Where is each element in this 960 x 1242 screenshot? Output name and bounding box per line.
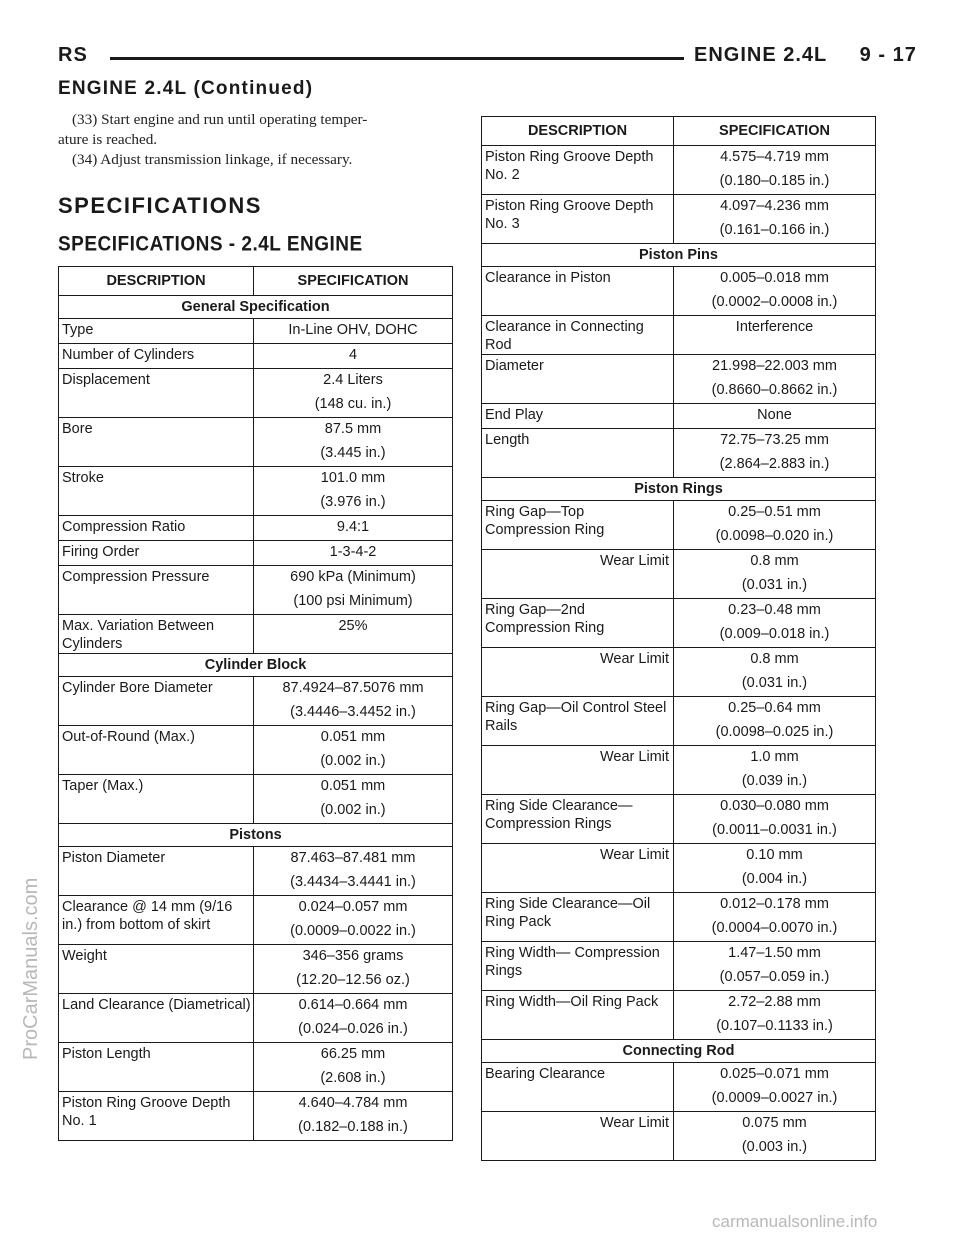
- specification-value: (0.024–0.026 in.): [298, 1021, 408, 1037]
- specification-cell: [674, 146, 876, 195]
- specification-value: 0.005–0.018 mm: [720, 270, 829, 286]
- table-row: [482, 599, 876, 648]
- table-row: [59, 615, 453, 654]
- description-cell: Bore: [59, 418, 254, 467]
- specification-value: 101.0 mm: [320, 470, 386, 486]
- specification-value: 346–356 grams: [302, 948, 404, 964]
- specification-value: 9.4:1: [336, 519, 370, 535]
- table-row: [482, 697, 876, 746]
- table-row: [59, 566, 453, 615]
- specification-cell: [674, 746, 876, 795]
- description-cell: Land Clearance (Diametrical): [59, 994, 254, 1043]
- specification-cell: [254, 566, 453, 615]
- section-row: [59, 824, 453, 847]
- description-cell: Clearance in Connecting Rod: [482, 316, 674, 355]
- section-heading: Cylinder Block: [59, 654, 453, 677]
- table-row: [482, 404, 876, 429]
- specification-value: (0.0098–0.025 in.): [715, 724, 834, 740]
- specification-cell: [674, 599, 876, 648]
- specification-cell: [674, 991, 876, 1040]
- table-row: [59, 344, 453, 369]
- section-row: [59, 296, 453, 319]
- header-page-title: ENGINE 2.4L 9 - 17: [694, 44, 917, 66]
- description-cell: Piston Diameter: [59, 847, 254, 896]
- specification-cell: [674, 1063, 876, 1112]
- specification-value: 2.72–2.88 mm: [728, 994, 821, 1010]
- table-row: [59, 994, 453, 1043]
- description-cell: Weight: [59, 945, 254, 994]
- specification-value: (0.0002–0.0008 in.): [711, 294, 838, 310]
- specification-cell: [254, 945, 453, 994]
- specification-value: 0.024–0.057 mm: [298, 899, 408, 915]
- specification-value: 66.25 mm: [320, 1046, 386, 1062]
- specification-value: 0.23–0.48 mm: [728, 602, 821, 618]
- section-row: [482, 478, 876, 501]
- specification-value: (2.864–2.883 in.): [719, 456, 830, 472]
- specification-value: (3.976 in.): [320, 494, 386, 510]
- table-row: [59, 945, 453, 994]
- table-row: [482, 648, 876, 697]
- specification-cell: [254, 319, 453, 344]
- description-cell: Out-of-Round (Max.): [59, 726, 254, 775]
- specification-cell: [254, 467, 453, 516]
- column-header-description: DESCRIPTION: [482, 117, 674, 146]
- spec-table-left: [58, 266, 453, 1141]
- step-33-line1: (33) Start engine and run until operating temper-: [72, 111, 368, 128]
- description-cell: Clearance in Piston: [482, 267, 674, 316]
- specification-value: (0.161–0.166 in.): [719, 222, 830, 238]
- specification-cell: [674, 1112, 876, 1161]
- table-row: [482, 146, 876, 195]
- watermark-side: ProCarManuals.com: [20, 877, 42, 1060]
- table-row: [59, 319, 453, 344]
- specification-value: Interference: [735, 319, 814, 335]
- section-heading: Pistons: [59, 824, 453, 847]
- continued-heading: ENGINE 2.4L (Continued): [58, 78, 314, 99]
- specification-cell: [254, 541, 453, 566]
- table-row: [482, 550, 876, 599]
- step-33-line2: ature is reached.: [58, 131, 158, 148]
- specification-value: (100 psi Minimum): [293, 593, 413, 609]
- description-cell: Cylinder Bore Diameter: [59, 677, 254, 726]
- specification-value: 87.5 mm: [324, 421, 382, 437]
- specification-value: (0.0098–0.020 in.): [715, 528, 834, 544]
- specification-cell: [674, 942, 876, 991]
- table-row: [59, 1043, 453, 1092]
- specification-cell: [674, 795, 876, 844]
- specification-value: (0.031 in.): [741, 675, 808, 691]
- description-cell: Wear Limit: [482, 648, 674, 697]
- specification-value: (0.003 in.): [741, 1139, 808, 1155]
- specification-value: 87.463–87.481 mm: [290, 850, 416, 866]
- table-row: [59, 847, 453, 896]
- specification-value: (0.057–0.059 in.): [719, 969, 830, 985]
- table-row: [482, 1063, 876, 1112]
- specification-value: (3.445 in.): [320, 445, 386, 461]
- table-row: [482, 893, 876, 942]
- description-cell: Stroke: [59, 467, 254, 516]
- specification-cell: [674, 648, 876, 697]
- description-cell: Piston Ring Groove Depth No. 2: [482, 146, 674, 195]
- section-heading: Piston Pins: [482, 244, 876, 267]
- specification-cell: [254, 1043, 453, 1092]
- specification-value: 2.4 Liters: [323, 372, 383, 388]
- description-cell: Compression Pressure: [59, 566, 254, 615]
- specification-value: 0.075 mm: [742, 1115, 807, 1131]
- table-row: [59, 418, 453, 467]
- specification-value: In-Line OHV, DOHC: [288, 322, 418, 338]
- specification-cell: [254, 516, 453, 541]
- specification-cell: [674, 355, 876, 404]
- specification-cell: [254, 615, 453, 654]
- specification-value: (0.8660–0.8662 in.): [711, 382, 838, 398]
- section-title: SPECIFICATIONS: [58, 193, 262, 218]
- description-cell: Taper (Max.): [59, 775, 254, 824]
- description-cell: Number of Cylinders: [59, 344, 254, 369]
- table-row: [59, 775, 453, 824]
- specification-value: (0.107–0.1133 in.): [716, 1018, 833, 1034]
- specification-value: (0.0004–0.0070 in.): [711, 920, 838, 936]
- table-row: [482, 1112, 876, 1161]
- specification-cell: [674, 316, 876, 355]
- specification-value: 0.8 mm: [750, 651, 799, 667]
- specification-value: (0.180–0.185 in.): [719, 173, 830, 189]
- specification-value: 0.25–0.51 mm: [728, 504, 821, 520]
- specification-value: 4.640–4.784 mm: [298, 1095, 408, 1111]
- specification-value: 0.25–0.64 mm: [728, 700, 821, 716]
- specification-value: (3.4446–3.4452 in.): [290, 704, 416, 720]
- specification-value: (0.0009–0.0027 in.): [711, 1090, 838, 1106]
- specification-value: (0.002 in.): [320, 802, 386, 818]
- table-row: [59, 896, 453, 945]
- specification-value: 0.051 mm: [320, 778, 386, 794]
- specification-cell: [674, 404, 876, 429]
- specification-value: (0.004 in.): [741, 871, 808, 887]
- table-row: [482, 942, 876, 991]
- specification-cell: [674, 844, 876, 893]
- specification-value: (0.182–0.188 in.): [298, 1119, 408, 1135]
- table-row: [59, 726, 453, 775]
- specification-value: 1-3-4-2: [329, 544, 377, 560]
- specification-value: 21.998–22.003 mm: [712, 358, 837, 374]
- section-row: [59, 654, 453, 677]
- specification-cell: [254, 847, 453, 896]
- section-heading: General Specification: [59, 296, 453, 319]
- table-row: [482, 795, 876, 844]
- description-cell: Bearing Clearance: [482, 1063, 674, 1112]
- specification-cell: [254, 896, 453, 945]
- table-row: [482, 746, 876, 795]
- spec-table-right: [481, 116, 876, 1161]
- specification-cell: [674, 501, 876, 550]
- specification-cell: [674, 893, 876, 942]
- specification-value: (0.0009–0.0022 in.): [290, 923, 416, 939]
- specification-cell: [674, 429, 876, 478]
- specification-value: 87.4924–87.5076 mm: [282, 680, 424, 696]
- specification-cell: [254, 994, 453, 1043]
- specification-cell: [254, 344, 453, 369]
- description-cell: Wear Limit: [482, 746, 674, 795]
- description-cell: Wear Limit: [482, 1112, 674, 1161]
- specification-value: (0.039 in.): [741, 773, 808, 789]
- header-section-code: RS: [58, 44, 88, 66]
- specification-value: (0.009–0.018 in.): [719, 626, 830, 642]
- table-row: [482, 429, 876, 478]
- description-cell: Max. Variation Between Cylinders: [59, 615, 254, 654]
- table-row: [59, 541, 453, 566]
- description-cell: Ring Width— Compression Rings: [482, 942, 674, 991]
- specification-cell: [674, 267, 876, 316]
- table-row: [482, 844, 876, 893]
- specification-value: 4: [348, 347, 358, 363]
- section-row: [482, 1040, 876, 1063]
- table-row: [59, 1092, 453, 1141]
- description-cell: Diameter: [482, 355, 674, 404]
- specification-value: 0.8 mm: [750, 553, 799, 569]
- description-cell: Wear Limit: [482, 550, 674, 599]
- description-cell: Piston Length: [59, 1043, 254, 1092]
- description-cell: Piston Ring Groove Depth No. 3: [482, 195, 674, 244]
- specification-value: 25%: [338, 618, 368, 634]
- description-cell: Ring Width—Oil Ring Pack: [482, 991, 674, 1040]
- specification-cell: [674, 697, 876, 746]
- section-heading: Connecting Rod: [482, 1040, 876, 1063]
- description-cell: Ring Gap—Top Compression Ring: [482, 501, 674, 550]
- description-cell: End Play: [482, 404, 674, 429]
- specification-cell: [254, 775, 453, 824]
- specification-value: (0.0011–0.0031 in.): [712, 822, 837, 838]
- specification-value: (2.608 in.): [320, 1070, 386, 1086]
- specification-cell: [674, 550, 876, 599]
- table-row: [482, 195, 876, 244]
- specification-cell: [254, 369, 453, 418]
- specification-cell: [254, 677, 453, 726]
- subsection-title: SPECIFICATIONS - 2.4L ENGINE: [58, 233, 363, 257]
- description-cell: Piston Ring Groove Depth No. 1: [59, 1092, 254, 1141]
- specification-value: 0.10 mm: [746, 847, 803, 863]
- description-cell: Clearance @ 14 mm (9/16 in.) from bottom of skirt: [59, 896, 254, 945]
- specification-value: 1.47–1.50 mm: [728, 945, 821, 961]
- description-cell: Ring Side Clearance— Compression Rings: [482, 795, 674, 844]
- specification-value: None: [757, 407, 792, 423]
- table-row: [482, 991, 876, 1040]
- description-cell: Type: [59, 319, 254, 344]
- specification-value: (12.20–12.56 oz.): [296, 972, 410, 988]
- description-cell: Compression Ratio: [59, 516, 254, 541]
- specification-value: (0.031 in.): [741, 577, 808, 593]
- column-header-specification: SPECIFICATION: [674, 117, 876, 146]
- section-heading: Piston Rings: [482, 478, 876, 501]
- specification-cell: [254, 1092, 453, 1141]
- specification-value: 0.614–0.664 mm: [298, 997, 408, 1013]
- specification-cell: [254, 418, 453, 467]
- section-row: [482, 244, 876, 267]
- table-row: [59, 467, 453, 516]
- specification-cell: [674, 195, 876, 244]
- specification-value: 0.030–0.080 mm: [720, 798, 829, 814]
- specification-value: 0.025–0.071 mm: [720, 1066, 829, 1082]
- description-cell: Wear Limit: [482, 844, 674, 893]
- specification-value: (0.002 in.): [320, 753, 386, 769]
- description-cell: Displacement: [59, 369, 254, 418]
- table-row: [59, 516, 453, 541]
- table-row: [482, 316, 876, 355]
- table-row: [59, 677, 453, 726]
- step-34: (34) Adjust transmission linkage, if necessary.: [72, 151, 353, 168]
- column-header-specification: SPECIFICATION: [254, 267, 453, 296]
- specification-value: 1.0 mm: [750, 749, 799, 765]
- description-cell: Ring Side Clearance—Oil Ring Pack: [482, 893, 674, 942]
- description-cell: Length: [482, 429, 674, 478]
- header-rule: [110, 57, 684, 60]
- specification-value: (3.4434–3.4441 in.): [290, 874, 416, 890]
- table-row: [482, 267, 876, 316]
- column-header-description: DESCRIPTION: [59, 267, 254, 296]
- specification-cell: [254, 726, 453, 775]
- specification-value: 0.012–0.178 mm: [720, 896, 829, 912]
- description-cell: Ring Gap—Oil Control Steel Rails: [482, 697, 674, 746]
- table-row: [59, 369, 453, 418]
- description-cell: Ring Gap—2nd Compression Ring: [482, 599, 674, 648]
- watermark-bottom: carmanualsonline.info: [712, 1212, 878, 1231]
- specification-value: 0.051 mm: [320, 729, 386, 745]
- specification-value: 690 kPa (Minimum): [290, 569, 416, 585]
- table-row: [482, 355, 876, 404]
- specification-value: (148 cu. in.): [314, 396, 392, 412]
- description-cell: Firing Order: [59, 541, 254, 566]
- specification-value: 4.097–4.236 mm: [720, 198, 829, 214]
- table-row: [482, 501, 876, 550]
- specification-value: 4.575–4.719 mm: [720, 149, 829, 165]
- specification-value: 72.75–73.25 mm: [720, 432, 829, 448]
